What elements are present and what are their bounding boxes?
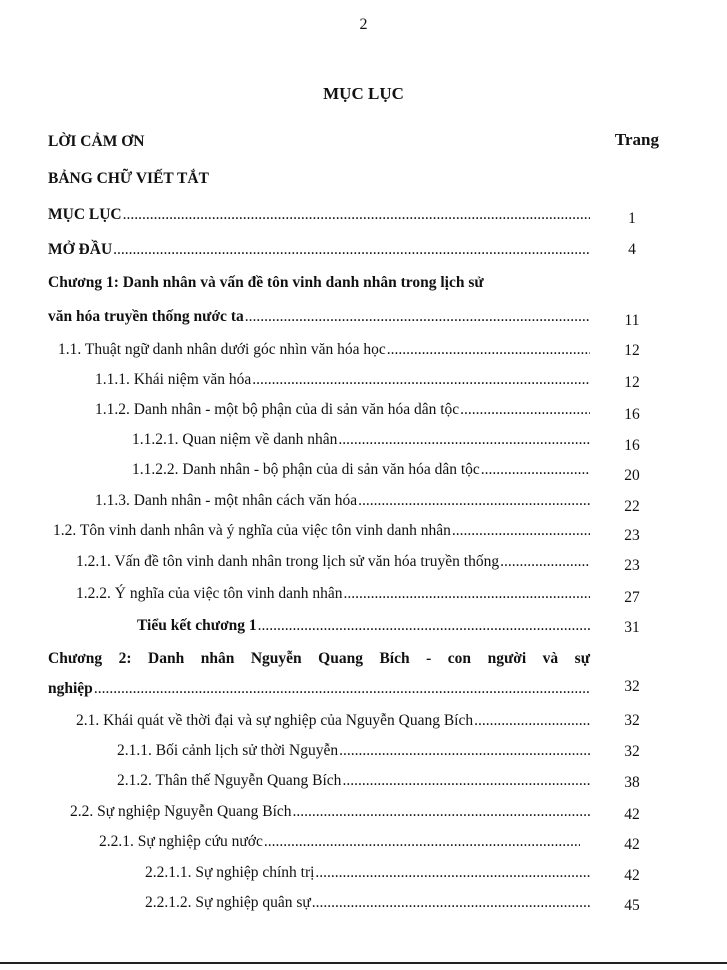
toc-entry-page: 45 (624, 897, 640, 914)
dot-leader (264, 831, 580, 853)
toc-entry-page: 42 (624, 867, 640, 884)
toc-entry-text: 1.1.1. Khái niệm văn hóa (95, 371, 252, 388)
dot-leader (338, 429, 590, 451)
toc-entry-text: Tiểu kết chương 1 (137, 617, 257, 634)
toc-entry-page: 1 (628, 210, 636, 227)
toc-entry-page: 32 (624, 743, 640, 760)
toc-entry-page: 12 (624, 374, 640, 391)
toc-entry-chapter-1[interactable] (48, 306, 590, 328)
toc-entry-text: 1.1.2.1. Quan niệm về danh nhân (132, 431, 338, 448)
toc-entry-text: 2.2.1.2. Sự nghiệp quân sự (145, 894, 311, 911)
toc-entry-chapter-2-line1[interactable] (48, 648, 590, 670)
toc-entry-chapter-1-summary[interactable] (137, 615, 590, 637)
dot-leader (481, 459, 590, 481)
toc-entry-contents[interactable] (48, 204, 590, 226)
dot-leader (452, 520, 590, 542)
toc-entry-1-1-2[interactable] (95, 399, 590, 421)
toc-entry-text: Chương 1: Danh nhân và vấn đề tôn vinh danh nhân trong lịch sử (48, 274, 484, 291)
toc-entry-2-2-1-1[interactable] (145, 862, 590, 884)
page-column-label: Trang (614, 130, 659, 149)
toc-entry-chapter-1-line1[interactable] (48, 272, 484, 294)
toc-entry-1-1[interactable] (58, 339, 590, 361)
toc-entry-chapter-2[interactable] (48, 678, 590, 700)
toc-entry-text: 1.2. Tôn vinh danh nhân và ý nghĩa của việc tôn vinh danh nhân (53, 522, 451, 539)
toc-entry-text-continued: nghiệp (48, 680, 93, 697)
toc-entry-page: 4 (628, 241, 636, 258)
page-bottom-divider (0, 962, 727, 964)
toc-entry-text: 1.2.1. Vấn đề tôn vinh danh nhân trong lịch sử văn hóa truyền thống (76, 553, 500, 570)
dot-leader (258, 615, 590, 637)
toc-entry-page: 11 (624, 312, 640, 329)
toc-entry-text: 1.1.2. Danh nhân - một bộ phận của di sản văn hóa dân tộc (95, 401, 460, 418)
dot-leader (339, 740, 590, 762)
dot-leader (94, 678, 590, 700)
dot-leader (343, 583, 590, 605)
dot-leader (315, 862, 590, 884)
toc-entry-text: 1.1.2.2. Danh nhân - bộ phận của di sản văn hóa dân tộc (132, 461, 480, 478)
toc-entry-page: 16 (624, 406, 640, 423)
toc-entry-1-2-1[interactable] (76, 551, 590, 573)
toc-entry-1-1-3[interactable] (95, 490, 590, 512)
toc-entry-text: 1.2.2. Ý nghĩa của việc tôn vinh danh nhân (76, 585, 343, 602)
toc-entry-introduction[interactable] (48, 239, 590, 261)
toc-entry-page: 22 (624, 498, 640, 515)
dot-leader (293, 801, 590, 823)
toc-entry-abbreviations[interactable] (48, 168, 209, 190)
toc-entry-page: 20 (624, 467, 640, 484)
toc-entry-text: Chương 2: Danh nhân Nguyễn Quang Bích - con người và sự (48, 650, 590, 667)
dot-leader (387, 339, 590, 361)
dot-leader (500, 551, 590, 573)
toc-entry-page: 27 (624, 589, 640, 606)
toc-entry-page: 38 (624, 774, 640, 791)
toc-entry-2-2[interactable] (70, 801, 590, 823)
toc-entry-1-1-2-2[interactable] (132, 459, 590, 481)
toc-entry-page: 23 (624, 557, 640, 574)
toc-entry-text: 2.1. Khái quát về thời đại và sự nghiệp của Nguyễn Quang Bích (76, 712, 474, 729)
toc-entry-2-1[interactable] (76, 710, 590, 732)
toc-entry-2-2-1-2[interactable] (145, 892, 590, 914)
toc-entry-page: 32 (624, 678, 640, 695)
dot-leader (245, 306, 590, 328)
toc-entry-page: 42 (624, 806, 640, 823)
toc-entry-1-2[interactable] (53, 520, 590, 542)
toc-entry-2-1-2[interactable] (117, 770, 590, 792)
toc-entry-1-1-1[interactable] (95, 369, 590, 391)
toc-entry-text: MỤC LỤC (48, 206, 122, 223)
toc-entry-1-2-2[interactable] (76, 583, 590, 605)
dot-leader (123, 204, 590, 226)
toc-entry-page: 23 (624, 527, 640, 544)
toc-entry-text: 2.1.2. Thân thế Nguyễn Quang Bích (117, 772, 342, 789)
dot-leader (474, 710, 590, 732)
toc-entry-text: 2.1.1. Bối cảnh lịch sử thời Nguyễn (117, 742, 339, 759)
dot-leader (460, 399, 590, 421)
toc-entry-text: BẢNG CHỮ VIẾT TẮT (48, 170, 209, 187)
toc-entry-page: 31 (624, 619, 640, 636)
toc-title: MỤC LỤC (323, 84, 404, 103)
page-number: 2 (359, 16, 368, 33)
toc-entry-acknowledgements[interactable] (48, 131, 144, 153)
toc-entry-page: 16 (624, 437, 640, 454)
toc-entry-text: 2.2.1.1. Sự nghiệp chính trị (145, 864, 315, 881)
toc-entry-text: MỞ ĐẦU (48, 241, 113, 258)
dot-leader (342, 770, 590, 792)
toc-entry-text: 1.1.3. Danh nhân - một nhân cách văn hóa (95, 492, 358, 509)
dot-leader (358, 490, 590, 512)
toc-entry-text: LỜI CẢM ƠN (48, 133, 145, 150)
toc-entry-page: 42 (624, 836, 640, 853)
toc-entry-text-continued: văn hóa truyền thống nước ta (48, 308, 244, 325)
toc-entry-page: 32 (624, 712, 640, 729)
toc-entry-1-1-2-1[interactable] (132, 429, 590, 451)
toc-entry-text: 2.2.1. Sự nghiệp cứu nước (99, 833, 263, 850)
dot-leader (113, 239, 590, 261)
dot-leader (312, 892, 590, 914)
dot-leader (252, 369, 590, 391)
toc-entry-text: 2.2. Sự nghiệp Nguyễn Quang Bích (70, 803, 292, 820)
toc-entry-text: 1.1. Thuật ngữ danh nhân dưới góc nhìn văn hóa học (58, 341, 386, 358)
toc-entry-2-2-1[interactable] (99, 831, 580, 853)
toc-entry-2-1-1[interactable] (117, 740, 590, 762)
toc-entry-page: 12 (624, 342, 640, 359)
